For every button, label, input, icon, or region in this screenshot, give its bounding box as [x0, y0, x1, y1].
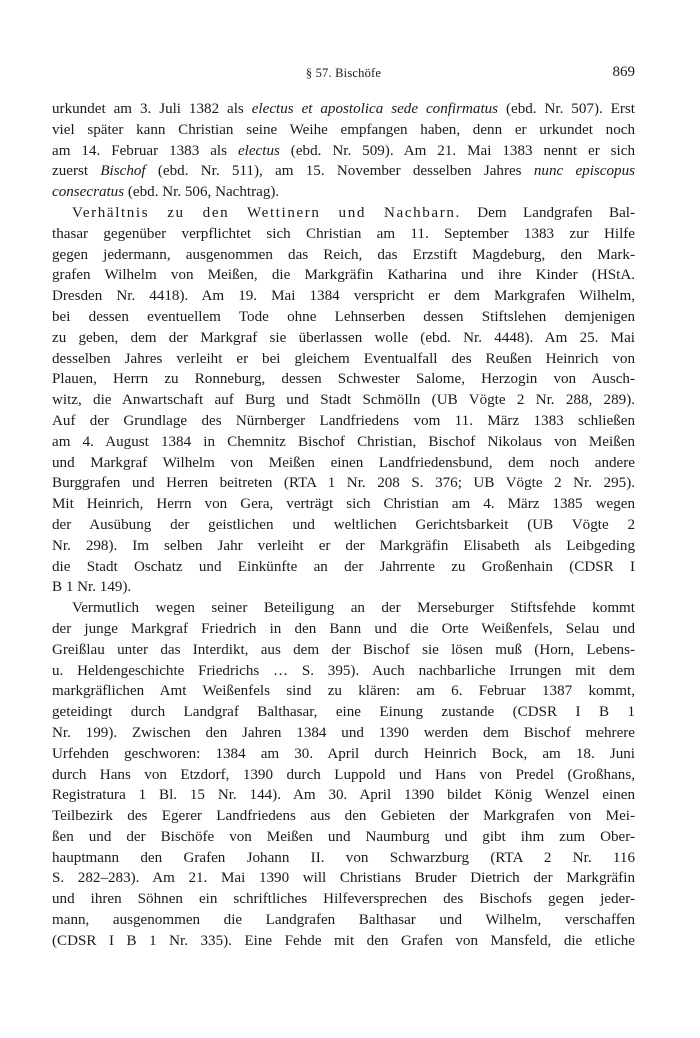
- text-line: [52, 453, 635, 474]
- text-line: [52, 910, 635, 931]
- text-segment: (ebd. Nr. 506, Nachtrag).: [124, 184, 280, 201]
- text-segment: Plauen, Herrn zu Ronneburg, dessen Schwester Salome, Herzogin von Ausch-: [52, 371, 635, 388]
- text-segment: zu geben, dem der Markgraf sie überlassen wolle (ebd. Nr. 4448). Am 25. Mai: [52, 329, 635, 346]
- text-segment: und ihren Söhnen ein schriftliches Hilfeversprechen des Bischofs gegen jeder-: [52, 891, 635, 908]
- text-line: [52, 307, 635, 328]
- text-line: [52, 515, 635, 536]
- text-segment: (ebd. Nr. 509). Am 21. Mai 1383 nennt er sich: [279, 142, 635, 159]
- text-line: [52, 827, 635, 848]
- text-segment: viel später kann Christian seine Weihe empfangen haben, denn er urkundet noch: [52, 121, 635, 138]
- text-segment: durch Hans von Etzdorf, 1390 durch Luppold und Hans von Predel (Großhans,: [52, 766, 635, 783]
- text-segment: witz, die Anwartschaft auf Burg und Stadt Schmölln (UB Vögte 2 Nr. 288, 289).: [52, 392, 635, 409]
- text-line: [52, 120, 635, 141]
- text-segment: Nr. 298). Im selben Jahr verleiht er der Markgräfin Elisabeth als Leibgeding: [52, 537, 635, 554]
- text-segment: (ebd. Nr. 511), am 15. November desselben Jahres: [145, 163, 534, 180]
- italic-text: nunc episcopus: [533, 163, 635, 180]
- text-segment: S. 282–283). Am 21. Mai 1390 will Christians Bruder Dietrich der Markgräfin: [52, 870, 635, 887]
- text-segment: der junge Markgraf Friedrich in den Bann und die Orte Weißenfels, Selau und: [52, 620, 635, 637]
- text-line: [52, 141, 635, 162]
- italic-text: electus et apostolica sede confirmatus: [251, 101, 499, 117]
- running-head: [52, 66, 635, 86]
- text-segment: Greißlau unter das Interdikt, aus dem der Bischof sie lösen muß (Horn, Lebens-: [52, 641, 635, 658]
- text-line: [52, 640, 635, 661]
- text-segment: B 1 Nr. 149).: [52, 579, 132, 596]
- text-line: [52, 723, 635, 744]
- text-line: [52, 661, 635, 682]
- text-line: [52, 577, 635, 598]
- text-segment: zuerst: [52, 163, 101, 180]
- body-text: [52, 99, 635, 952]
- text-segment: thasar gegenüber verpflichtet sich Christian am 11. September 1383 zur Hilfe: [52, 225, 635, 242]
- text-segment: gegen jedermann, ausgenommen das Reich, das Erzstift Magdeburg, den Mark-: [52, 246, 635, 263]
- text-segment: (ebd. Nr. 507). Erst: [498, 101, 635, 117]
- text-line: [52, 848, 635, 869]
- page-number: 869: [612, 64, 635, 80]
- text-line: [52, 598, 635, 619]
- text-segment: Urfehden geschworen: 1384 am 30. April durch Heinrich Bock, am 18. Juni: [52, 745, 635, 762]
- text-segment: Burggrafen und Herren beitreten (RTA 1 Nr. 208 S. 376; UB Vögte 2 Nr. 295).: [52, 475, 635, 492]
- text-line: [52, 806, 635, 827]
- text-line: [52, 390, 635, 411]
- text-line: [52, 473, 635, 494]
- text-line: [52, 889, 635, 910]
- text-line: [52, 411, 635, 432]
- text-line: [52, 161, 635, 182]
- spaced-heading: Verhältnis zu den Wettinern und Nachbarn.: [72, 204, 461, 221]
- text-line: [52, 681, 635, 702]
- text-segment: die Stadt Oschatz und Einkünfte an der Jahrrente zu Großenhain (CDSR I: [52, 558, 635, 575]
- text-line: [52, 536, 635, 557]
- text-line: [52, 744, 635, 765]
- text-line: [52, 785, 635, 806]
- text-line: [52, 286, 635, 307]
- text-segment: Registratura 1 Bl. 15 Nr. 144). Am 30. April 1390 bildet König Wenzel einen: [52, 787, 635, 804]
- text-segment: (CDSR I B 1 Nr. 335). Eine Fehde mit den Grafen von Mansfeld, die etliche: [52, 932, 635, 949]
- text-segment: grafen Wilhelm von Meißen, die Markgräfin Katharina und ihre Kinder (HStA.: [52, 267, 635, 284]
- italic-text: consecratus: [52, 184, 125, 201]
- text-segment: Dresden Nr. 4418). Am 19. Mai 1384 verspricht er dem Markgrafen Wilhelm,: [52, 288, 635, 305]
- text-segment: Dem Landgrafen Bal-: [460, 204, 635, 221]
- text-segment: Teilbezirk des Egerer Landfriedens aus den Gebieten der Markgrafen von Mei-: [52, 808, 635, 825]
- text-line: [52, 182, 635, 203]
- text-line: [52, 224, 635, 245]
- text-segment: Auf der Grundlage des Nürnberger Landfriedens vom 11. März 1383 schließen: [52, 412, 635, 429]
- text-segment: Nr. 199). Zwischen den Jahren 1384 und 1390 werden dem Bischof mehrere: [52, 724, 635, 741]
- text-line: [52, 203, 635, 224]
- text-line: [52, 494, 635, 515]
- text-line: [52, 432, 635, 453]
- text-line: [52, 765, 635, 786]
- text-segment: Mit Heinrich, Herrn von Gera, verträgt sich Christian am 4. März 1385 wegen: [52, 496, 635, 513]
- text-segment: desselben Jahres verleiht er bei gleichem Eventualfall des Reußen Heinrich von: [52, 350, 635, 367]
- italic-text: electus: [237, 142, 280, 159]
- text-segment: bei dessen eventuellem Tode ohne Lehnserben dessen Stiftslehen demjenigen: [52, 308, 635, 325]
- italic-text: Bischof: [100, 163, 146, 180]
- text-segment: hauptmann den Grafen Johann II. von Schwarzburg (RTA 2 Nr. 116: [52, 849, 635, 866]
- text-line: [52, 619, 635, 640]
- text-segment: am 14. Februar 1383 als: [52, 142, 238, 159]
- text-segment: geteidingt durch Landgraf Balthasar, eine Einung zustande (CDSR I B 1: [52, 704, 635, 721]
- text-segment: am 4. August 1384 in Chemnitz Bischof Christian, Bischof Nikolaus von Meißen: [52, 433, 635, 450]
- text-segment: urkundet am 3. Juli 1382 als: [52, 101, 252, 117]
- text-segment: und Markgraf Wilhelm von Meißen einen Landfriedensbund, dem noch andere: [52, 454, 635, 471]
- text-segment: mann, ausgenommen die Landgrafen Balthasar und Wilhelm, verschaffen: [52, 912, 635, 929]
- section-title: § 57. Bischöfe: [305, 66, 382, 80]
- text-line: [52, 349, 635, 370]
- text-line: [52, 868, 635, 889]
- text-segment: der Ausübung der geistlichen und weltlichen Gerichtsbarkeit (UB Vögte 2: [52, 516, 635, 533]
- text-line: [52, 557, 635, 578]
- text-line: [52, 369, 635, 390]
- text-line: [52, 702, 635, 723]
- text-line: [52, 245, 635, 266]
- text-segment: Vermutlich wegen seiner Beteiligung an der Merseburger Stiftsfehde kommt: [72, 600, 635, 617]
- text-segment: markgräflichen Amt Weißenfels sind zu klären: am 6. Februar 1387 kommt,: [52, 683, 635, 700]
- text-line: [52, 931, 635, 952]
- text-line: [52, 328, 635, 349]
- text-line: [52, 99, 635, 120]
- text-segment: ßen und der Bischöfe von Meißen und Naumburg und gibt ihm zum Ober-: [52, 828, 635, 845]
- text-line: [52, 265, 635, 286]
- text-segment: u. Heldengeschichte Friedrichs … S. 395). Auch nachbarliche Irrungen mit dem: [52, 662, 635, 679]
